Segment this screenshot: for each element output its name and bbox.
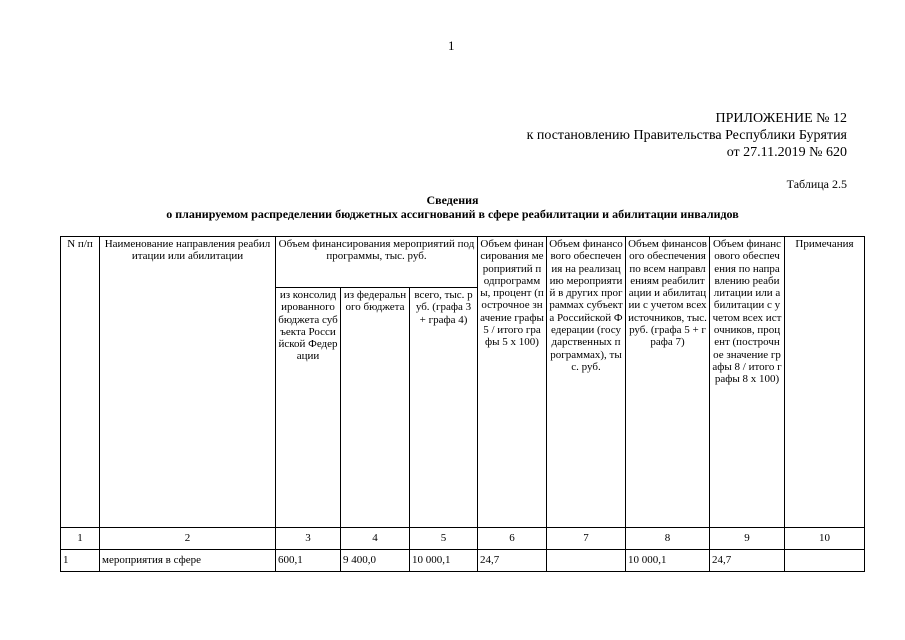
header-col-7: Объем финансового обеспечения на реализацию мероприятий в других программах субъекта Российской Федерации (государственных программах), тыс. руб. [547,237,626,528]
heading-title: Сведения [426,193,479,207]
column-number: 9 [710,528,785,550]
column-number-row [61,528,865,550]
cell-notes [785,550,865,572]
page-number: 1 [448,38,455,53]
table-row [61,550,865,572]
header-col-1: N п/п [61,237,100,528]
header-col-5: всего, тыс. руб. (графа 3 + графа 4) [410,288,478,528]
budget-table [60,236,865,572]
cell-direction: мероприятия в сфере [100,550,276,572]
column-number: 2 [100,528,276,550]
header-col-3: из консолидированного бюджета субъекта Российской Федерации [276,288,341,528]
cell-all-sources: 10 000,1 [626,550,710,572]
header-col-9: Объем финансового обеспечения по направлению реабилитации или абилитации с учетом всех источников, процент (построчное значение графы 8 / итого графы 8 x 100) [710,237,785,528]
appendix-block [527,110,847,161]
header-col-10: Примечания [785,237,865,528]
column-number: 4 [341,528,410,550]
appendix-title: ПРИЛОЖЕНИЕ № 12 [715,111,847,126]
cell-number: 1 [61,550,100,572]
header-col-4: из федерального бюджета [341,288,410,528]
header-group-3-5: Объем финансирования мероприятий подпрограммы, тыс. руб. [276,237,478,288]
column-number: 6 [478,528,547,550]
column-number: 3 [276,528,341,550]
table-heading [60,193,845,221]
column-number: 8 [626,528,710,550]
column-number: 7 [547,528,626,550]
header-col-2: Наименование направления реабилитации или абилитации [100,237,276,528]
table-label: Таблица 2.5 [786,177,847,191]
header-col-8: Объем финансового обеспечения по всем направлениям реабилитации и абилитации с учетом всех источников, тыс. руб. (графа 5 + графа 7) [626,237,710,528]
appendix-resolution: к постановлению Правительства Республики Бурятия [526,128,847,143]
cell-other-programs [547,550,626,572]
header-col-6: Объем финансирования мероприятий подпрограммы, процент (построчное значение графы 5 / итого графы 5 x 100) [478,237,547,528]
appendix-date: от 27.11.2019 № 620 [726,145,847,160]
column-number: 10 [785,528,865,550]
cell-percent: 24,7 [478,550,547,572]
column-number: 5 [410,528,478,550]
column-number: 1 [61,528,100,550]
cell-direction-percent: 24,7 [710,550,785,572]
cell-total: 10 000,1 [410,550,478,572]
cell-federal-budget: 9 400,0 [341,550,410,572]
header-row [61,237,865,288]
cell-regional-budget: 600,1 [276,550,341,572]
heading-subtitle: о планируемом распределении бюджетных ассигнований в сфере реабилитации и абилитации инвалидов [166,207,739,221]
